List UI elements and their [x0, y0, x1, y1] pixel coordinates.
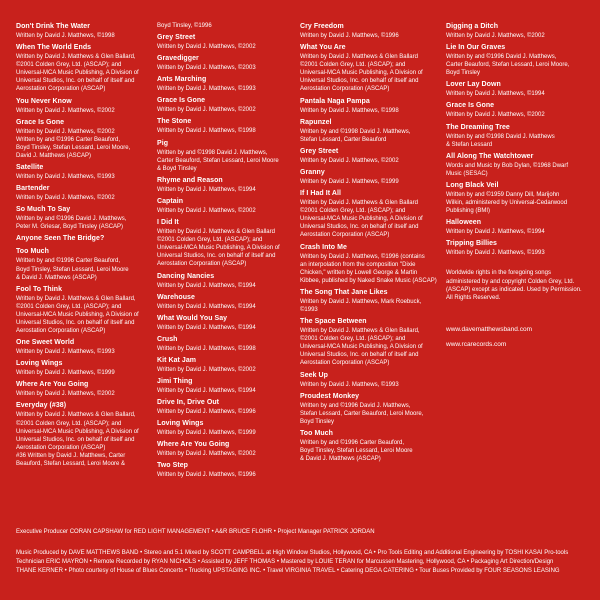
- song-credit: Written by David J. Matthews & Glen Ballard ©2001 Colden Grey, Ltd. (ASCAP); and Universal-MCA Music Publishing, A Division of Universal Studios, Inc. on behalf of itself and Aerostation Corporation (ASCAP): [300, 200, 423, 239]
- song-title: Grace Is Gone: [157, 97, 206, 105]
- song-credit: Written by and ©1959 Danny Dill, Marijohn Wilkin, administered by Universal-Cedarwood Publishing (BMI): [446, 191, 568, 215]
- song-title: Seek Up: [300, 371, 328, 379]
- credit-continuation: Boyd Tinsley, ©1996: [157, 23, 212, 29]
- liner-column-3: [300, 22, 442, 466]
- song-entry: [16, 285, 154, 335]
- song-entry: [157, 33, 299, 51]
- song-title: Halloween: [446, 219, 482, 227]
- song-entry: [157, 461, 299, 479]
- song-credit: Words and Music by Bob Dylan, ©1968 Dwarf Music (SESAC): [446, 162, 569, 177]
- song-credit: Written by and ©1996 David J. Matthews, Stefan Lessard, Carter Beauford, Leroi Moore, Boyd Tinsley: [300, 402, 424, 425]
- song-title: Long Black Veil: [446, 181, 499, 189]
- song-title: Jimi Thing: [157, 377, 193, 385]
- song-title: Grey Street: [300, 147, 339, 155]
- song-title: Proudest Monkey: [300, 392, 360, 400]
- song-entry: [300, 43, 442, 93]
- song-entry: [16, 234, 154, 244]
- song-title: Everyday (#38): [16, 402, 67, 410]
- song-title: Lover Lay Down: [446, 81, 501, 89]
- song-title: So Much To Say: [16, 206, 71, 214]
- song-title: Fool To Think: [16, 285, 63, 293]
- song-title: Loving Wings: [157, 420, 204, 428]
- song-entry: [157, 75, 299, 93]
- song-entry: [157, 356, 299, 374]
- song-credit: Written by and ©1998 David J. Matthews, Carter Beauford, Stefan Lessard, Leroi Moore & Boyd Tinsley: [157, 149, 279, 172]
- song-entry: [446, 152, 588, 178]
- website-link[interactable]: www.rcarecords.com: [446, 340, 507, 348]
- song-credit: Written by David J. Matthews, ©1996: [300, 33, 399, 39]
- song-entry: [16, 97, 154, 115]
- song-credit: Written by David J. Matthews, ©2002: [157, 366, 256, 373]
- song-title: What You Are: [300, 44, 346, 52]
- song-entry: [300, 288, 442, 314]
- song-entry: [16, 22, 154, 40]
- song-credit: Written by David J. Matthews, ©2002: [16, 107, 115, 114]
- liner-column-4: [446, 22, 588, 349]
- song-credit: Written by David J. Matthews & Glen Ballard, ©2001 Colden Grey, Ltd. (ASCAP); and Universal-MCA Music Publishing, A Division of Universal Studios, Inc. on behalf of itself and Aerostation Corporation (ASCAP): [16, 54, 139, 93]
- song-title: The Dreaming Tree: [446, 123, 510, 131]
- song-entry: [16, 401, 154, 468]
- song-title: Digging a Ditch: [446, 23, 499, 30]
- song-entry: [446, 101, 588, 119]
- song-title: Pig: [157, 139, 169, 147]
- song-credit: Written by David J. Matthews, ©1993: [16, 174, 115, 181]
- song-entry: [446, 239, 588, 257]
- song-credit: Written by and ©1998 David J. Matthews, Stefan Lessard, Carter Beauford: [300, 128, 411, 143]
- song-entry: [157, 398, 299, 416]
- song-entry: [157, 54, 299, 72]
- song-entry: [446, 80, 588, 98]
- song-title: Lie In Our Graves: [446, 44, 506, 52]
- song-title: Crash Into Me: [300, 243, 347, 251]
- song-credit: Written by David J. Matthews, ©2002: [446, 112, 545, 119]
- song-entry: [157, 440, 299, 458]
- credit-line: THANE KERNER • Photo courtesy of House of Blues Concerts • Trucking UPSTAGING INC. • Travel VIRGINIA TRAVEL • Catering DEGA CATERING • Tour Buses Provided by FOUR SEASONS LEASING: [16, 568, 560, 574]
- song-credit: Written by and ©1996 Carter Beauford, Boyd Tinsley, Stefan Lessard, Leroi Moore & David J. Matthews (ASCAP): [16, 258, 129, 281]
- song-entry: [157, 176, 299, 194]
- song-title: The Song That Jane Likes: [300, 288, 388, 296]
- song-credit: Written by David J. Matthews, ©1996 (contains an interpolation from the composition "Dixie Chicken," written by Lowell George & Martin Kibbee, published by Naked Snake Music (ASCAP): [300, 253, 437, 284]
- song-title: Anyone Seen The Bridge?: [16, 235, 105, 243]
- song-entry: [300, 392, 442, 426]
- song-entry: [157, 218, 299, 268]
- song-entry: [300, 243, 442, 285]
- song-title: The Stone: [157, 118, 192, 126]
- song-credit: Written by David J. Matthews, ©1998: [16, 33, 115, 39]
- song-credit: Written by David J. Matthews, ©1993: [16, 349, 115, 356]
- song-entry: [16, 359, 154, 377]
- song-credit: Written by David J. Matthews, ©1994: [157, 324, 256, 331]
- song-title: Too Much: [16, 248, 49, 256]
- song-title: Cry Freedom: [300, 23, 344, 30]
- song-title: Where Are You Going: [16, 381, 89, 389]
- song-entry: [16, 205, 154, 231]
- song-credit: Written by David J. Matthews, ©2002: [157, 107, 256, 114]
- song-entry: [157, 272, 299, 290]
- song-credit: Written by David J. Matthews, ©1999: [300, 178, 399, 185]
- song-title: Grace Is Gone: [16, 118, 65, 126]
- song-entry: [446, 22, 588, 40]
- rights-notice: Worldwide rights in the foregoing songs administered by and copyright Colden Grey, Ltd. (ASCAP) except as indicated. Used by Permission. All Rights Reserved.: [446, 270, 582, 302]
- song-entry: [16, 118, 154, 160]
- song-entry: [300, 168, 442, 186]
- song-title: Tripping Billies: [446, 240, 497, 248]
- song-title: Satellite: [16, 164, 44, 172]
- song-entry: [300, 371, 442, 389]
- song-credit: Written by David J. Matthews, ©1996: [157, 409, 256, 416]
- song-entry: [300, 429, 442, 463]
- production-credits: [16, 528, 590, 576]
- song-entry: [157, 377, 299, 395]
- song-entry: [16, 163, 154, 181]
- credit-line: Executive Producer CORAN CAPSHAW for RED LIGHT MANAGEMENT • A&R BRUCE FLOHR • Project Manager PATRICK JORDAN: [16, 529, 375, 535]
- song-entry: [446, 123, 588, 149]
- song-title: You Never Know: [16, 97, 72, 105]
- song-credit: Written by David J. Matthews, ©1998: [157, 345, 256, 352]
- website-link[interactable]: www.davematthewsband.com: [446, 325, 532, 333]
- song-credit: Written by David J. Matthews, ©1998: [157, 128, 256, 135]
- song-title: Where Are You Going: [157, 441, 230, 449]
- song-title: Rhyme and Reason: [157, 176, 223, 184]
- song-credit: Written by David J. Matthews, ©1994: [446, 229, 545, 236]
- song-title: Rapunzel: [300, 118, 332, 126]
- song-entry: [157, 139, 299, 173]
- song-credit: Written by and ©1998 David J. Matthews & Stefan Lessard: [446, 133, 555, 148]
- song-credit: Written by David J. Matthews, ©1994: [157, 282, 256, 289]
- song-credit: Written by David J. Matthews, ©2002: [157, 207, 256, 214]
- song-title: The Space Between: [300, 318, 367, 326]
- song-credit: Written by David J. Matthews, ©2002: [157, 451, 256, 458]
- credit-line: Music Produced by DAVE MATTHEWS BAND • Stereo and 5.1 Mixed by SCOTT CAMPBELL at High Window Studios, Hollywood, CA • Pro Tools Editing and Additional Engineering by TOSHI KASAI Pro-tools: [16, 550, 569, 556]
- song-entry: [157, 293, 299, 311]
- song-title: Kit Kat Jam: [157, 356, 197, 364]
- song-credit: Written by David J. Matthews & Glen Ballard ©2001 Colden Grey, Ltd. (ASCAP); and Universal-MCA Music Publishing, A Division of Universal Studios, Inc. on behalf of itself and Aerostation Corporation (ASCAP): [157, 229, 280, 268]
- song-title: What Would You Say: [157, 314, 228, 322]
- song-title: Gravedigger: [157, 55, 199, 63]
- liner-column-2: [157, 22, 299, 482]
- song-title: Captain: [157, 197, 184, 205]
- song-credit: Written by David J. Matthews, Mark Roebuck, ©1993: [300, 298, 422, 313]
- song-title: All Along The Watchtower: [446, 152, 534, 160]
- song-credit: Written by and ©1996 Carter Beauford, Boyd Tinsley, Stefan Lessard, Leroi Moore & David J. Matthews (ASCAP): [300, 439, 413, 463]
- song-entry: [446, 218, 588, 236]
- song-credit: Written by and ©1996 David J. Matthews, Carter Beauford, Stefan Lessard, Leroi Moore, Boyd Tinsley: [446, 54, 570, 77]
- song-entry: [300, 147, 442, 165]
- song-title: One Sweet World: [16, 339, 75, 347]
- song-title: Grey Street: [157, 34, 196, 42]
- song-credit: Written by David J. Matthews, ©1996: [157, 472, 256, 479]
- song-credit: Written by David J. Matthews, ©2002: [16, 195, 115, 202]
- song-credit: Written by David J. Matthews, ©1994: [157, 387, 256, 394]
- song-title: Too Much: [300, 429, 333, 437]
- song-entry: [16, 247, 154, 281]
- song-title: If I Had It All: [300, 190, 341, 198]
- song-title: Grace Is Gone: [446, 102, 495, 110]
- song-entry: [300, 317, 442, 367]
- song-entry: [157, 419, 299, 437]
- song-credit: Written by and ©1996 David J. Matthews, Peter M. Griesar, Boyd Tinsley (ASCAP): [16, 216, 127, 231]
- song-title: Loving Wings: [16, 360, 63, 368]
- song-title: Bartender: [16, 185, 50, 193]
- song-credit: Written by David J. Matthews, ©2002 Written by and ©1996 Carter Beauford, Boyd Tinsley, Stefan Lessard, Leroi Moore, David J. Matthews (ASCAP): [16, 128, 131, 159]
- song-credit: Written by David J. Matthews, ©1999: [157, 430, 256, 437]
- song-credit: Written by David J. Matthews, ©2002: [300, 157, 399, 164]
- credit-line: Technician ERIC MAYRON • Remote Recorded by RYAN NICHOLS • Assisted by JEFF THOMAS • Mastered by LOUIE TERAN for Marcussen Mastering, Hollywood, CA • Packaging Art Direction/Design: [16, 559, 554, 565]
- song-entry: [300, 118, 442, 144]
- song-entry: [157, 117, 299, 135]
- song-title: Two Step: [157, 462, 188, 470]
- song-entry: [300, 97, 442, 115]
- song-title: Pantala Naga Pampa: [300, 97, 370, 105]
- song-title: Ants Marching: [157, 76, 207, 84]
- song-entry: [16, 184, 154, 202]
- song-entry: [16, 338, 154, 356]
- song-credit: Written by David J. Matthews, ©1999: [16, 370, 115, 377]
- song-entry: [446, 43, 588, 77]
- song-credit: Written by David J. Matthews & Glen Ballard, ©2001 Colden Grey, Ltd. (ASCAP); and Universal-MCA Music Publishing, A Division of Universal Studios, Inc. on behalf of itself and Aerostation Corporation (ASCAP) #36 Written by David J. Matthews, Carter Beauford, Stefan Lessard, Leroi Moore &: [16, 412, 139, 467]
- song-credit: Written by David J. Matthews, ©1994: [157, 303, 256, 310]
- song-title: Don't Drink The Water: [16, 23, 91, 30]
- song-credit: Written by David J. Matthews, ©1993: [446, 250, 545, 257]
- liner-column-1: [16, 22, 154, 471]
- song-credit: Written by David J. Matthews, ©2002: [16, 391, 115, 398]
- song-credit: Written by David J. Matthews & Glen Ballard, ©2001 Colden Grey, Ltd. (ASCAP); and Universal-MCA Music Publishing, A Division of Universal Studios, Inc. on behalf of itself and Aerostation Corporation (ASCAP): [300, 328, 423, 367]
- website-links: [446, 325, 588, 349]
- song-entry: [157, 96, 299, 114]
- song-title: Dancing Nancies: [157, 272, 215, 280]
- song-title: I Did It: [157, 219, 179, 227]
- song-credit: Written by David J. Matthews & Glen Ballard, ©2001 Colden Grey, Ltd. (ASCAP); and Universal-MCA Music Publishing, A Division of Universal Studios, Inc. on behalf of itself and Aerostation Corporation (ASCAP): [16, 295, 139, 335]
- song-entry: [16, 380, 154, 398]
- song-credit: Written by David J. Matthews, ©2002: [157, 44, 256, 51]
- song-title: Drive In, Drive Out: [157, 399, 220, 407]
- song-title: Crush: [157, 335, 178, 343]
- song-title: Warehouse: [157, 293, 195, 301]
- song-credit: Written by David J. Matthews & Glen Ballard ©2001 Colden Grey, Ltd. (ASCAP); and Universal-MCA Music Publishing, A Division of Universal Studios, Inc. on behalf of itself and Aerostation Corporation (ASCAP): [300, 54, 423, 93]
- song-entry: [446, 181, 588, 215]
- song-title: When The World Ends: [16, 44, 92, 52]
- song-entry: [300, 22, 442, 40]
- song-credit: Written by David J. Matthews, ©1994: [157, 186, 256, 193]
- song-entry: [300, 189, 442, 239]
- song-entry: [157, 335, 299, 353]
- song-title: Granny: [300, 168, 325, 176]
- song-credit: Written by David J. Matthews, ©1998: [300, 107, 399, 114]
- song-credit: Written by David J. Matthews, ©2002: [446, 33, 545, 39]
- song-entry: [16, 43, 154, 93]
- song-entry: [157, 314, 299, 332]
- song-credit: Written by David J. Matthews, ©2003: [157, 65, 256, 72]
- song-credit: Written by David J. Matthews, ©1993: [157, 86, 256, 93]
- song-credit: Written by David J. Matthews, ©1993: [300, 381, 399, 388]
- song-entry: [157, 197, 299, 215]
- song-credit: Written by David J. Matthews, ©1994: [446, 91, 545, 98]
